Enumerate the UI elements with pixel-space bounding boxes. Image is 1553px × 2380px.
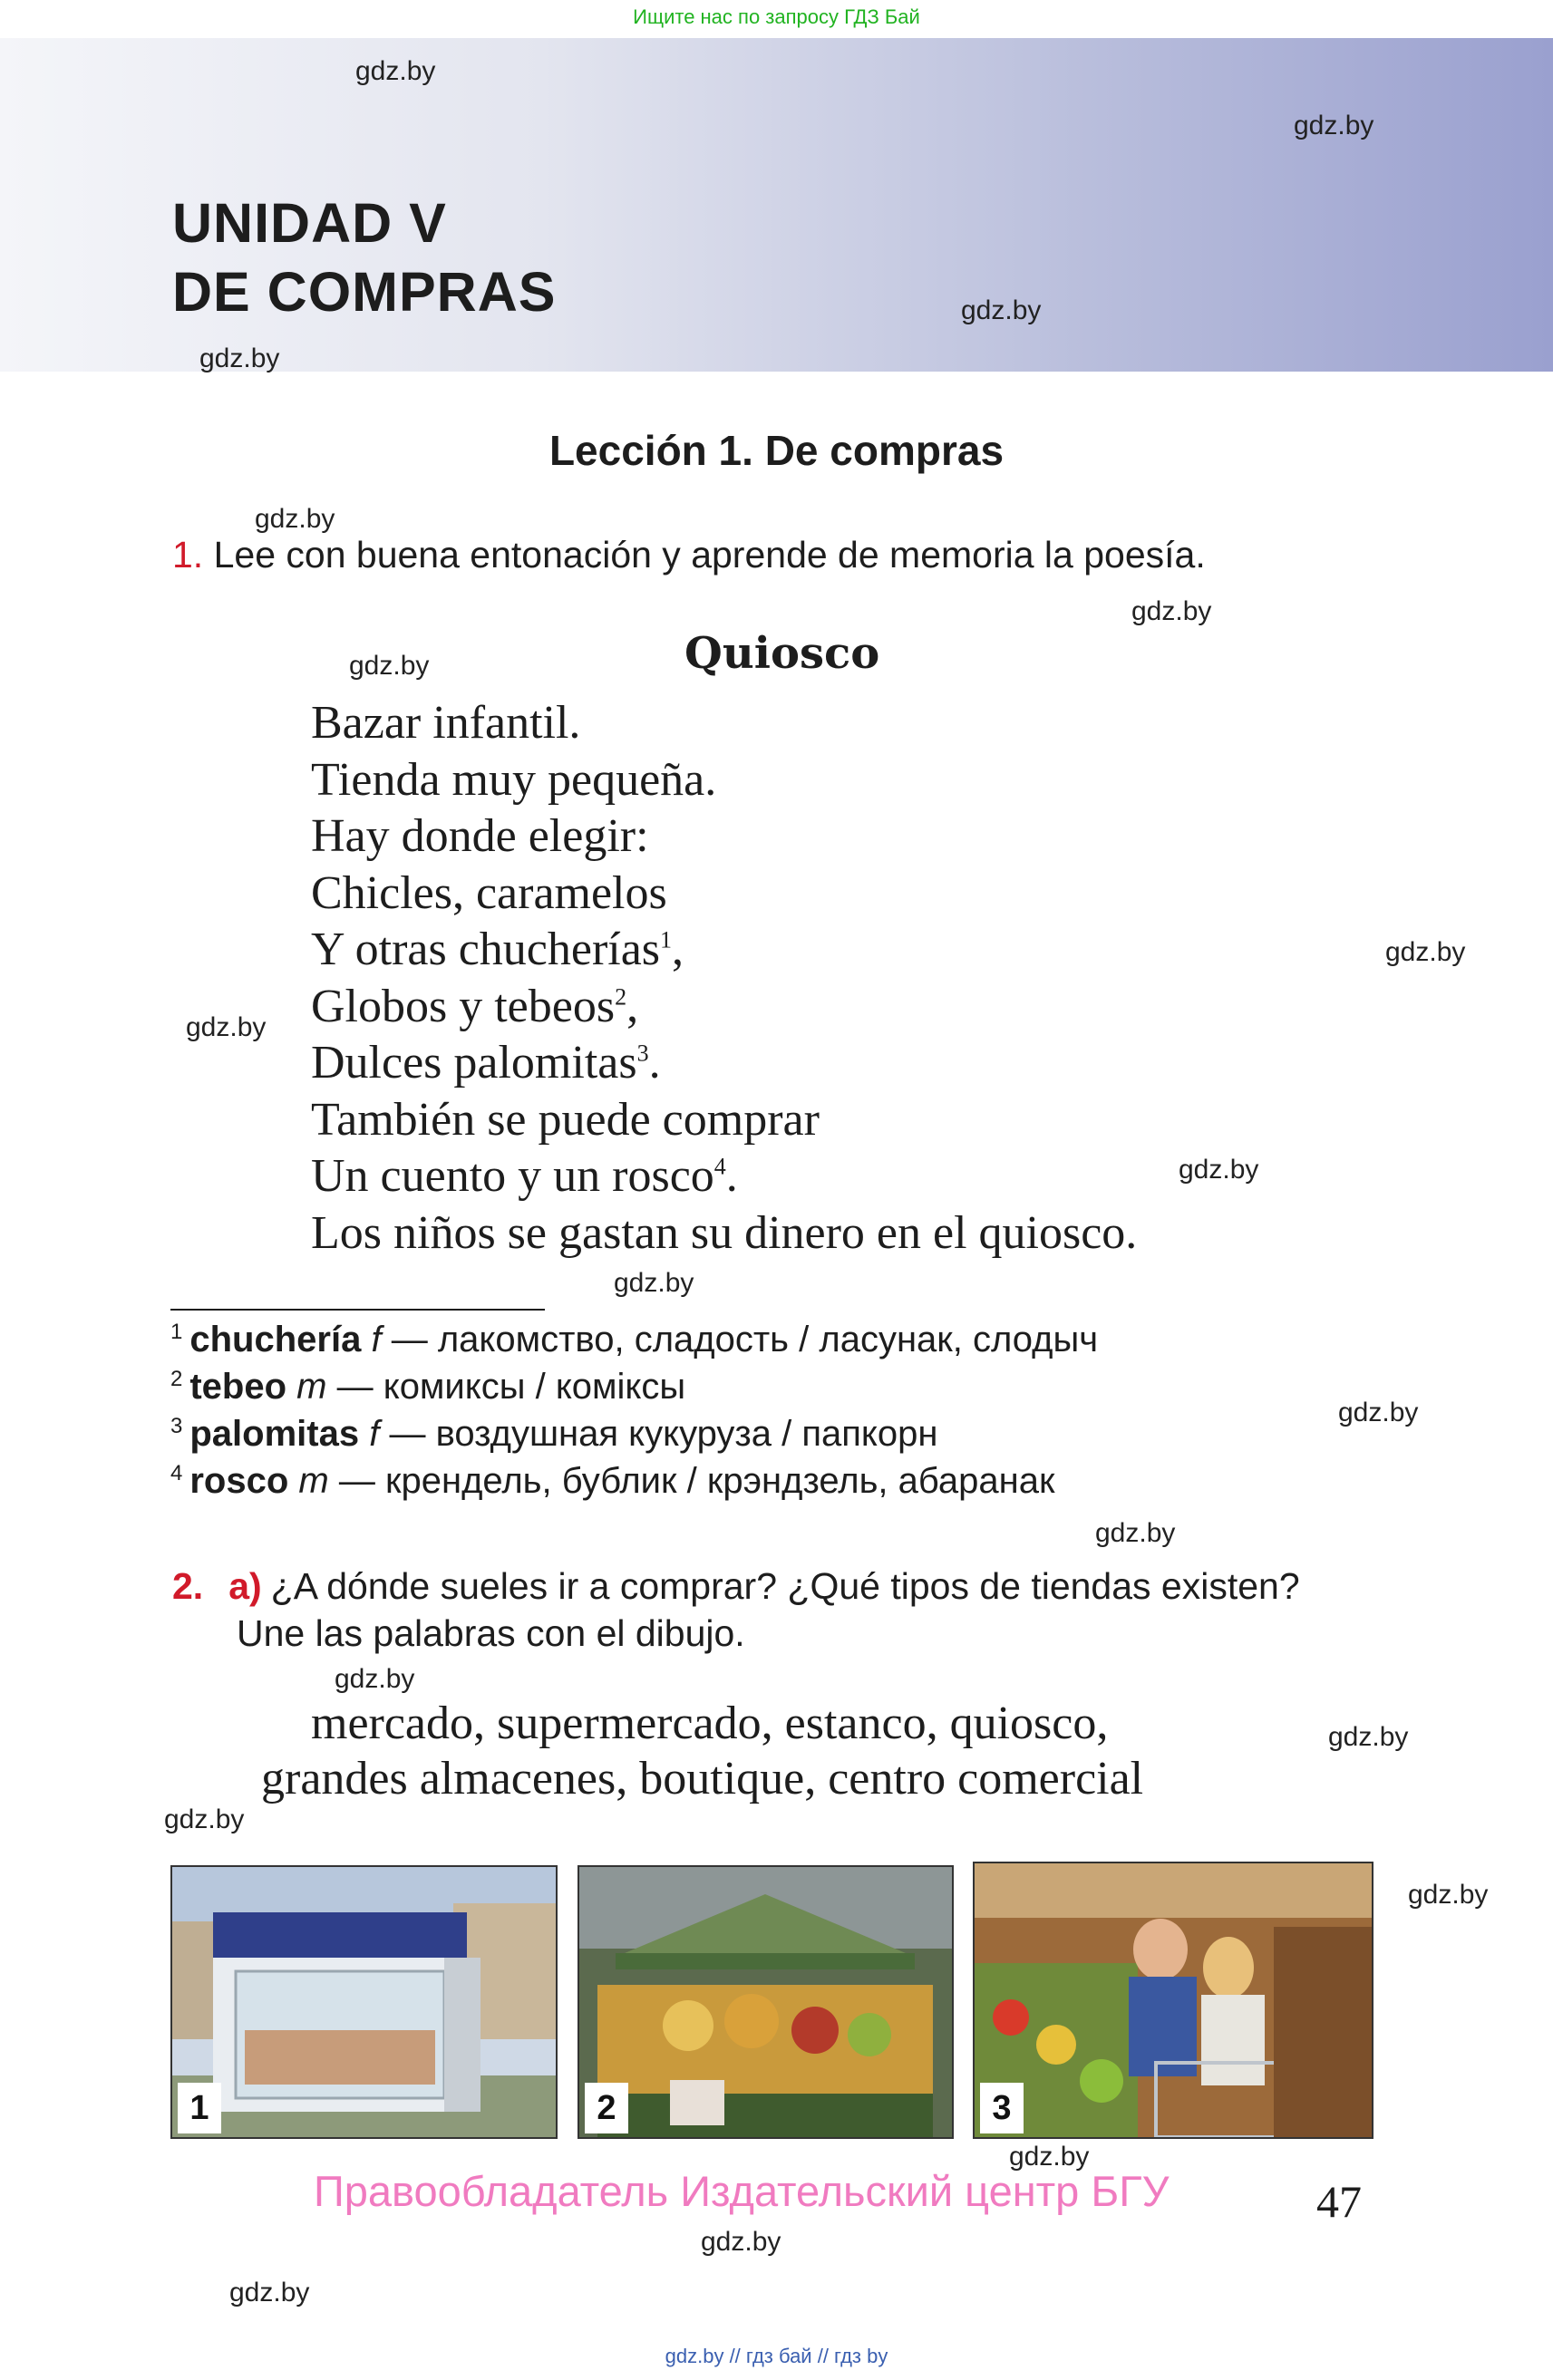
exercise-1 (172, 534, 1206, 576)
watermark: gdz.by (1131, 596, 1212, 626)
watermark: gdz.by (1338, 1398, 1419, 1427)
exercise-question: ¿A dónde sueles ir a comprar? ¿Qué tipos de tiendas existen? (270, 1565, 1300, 1607)
poem-line: Chicles, caramelos (311, 866, 667, 919)
watermark: gdz.by (229, 2278, 310, 2307)
watermark: gdz.by (349, 651, 430, 681)
watermark: gdz.by (186, 1012, 267, 1042)
copyright-notice: Правообладатель Издательский центр БГУ (314, 2167, 1170, 2215)
watermark: gdz.by (961, 295, 1042, 325)
unit-name: DE COMPRAS (172, 261, 557, 323)
page-number: 47 (1316, 2176, 1362, 2227)
watermark: gdz.by (701, 2227, 781, 2257)
unit-title (172, 189, 556, 326)
photo-kiosk[interactable] (170, 1865, 558, 2139)
watermark: gdz.by (1095, 1518, 1176, 1548)
exercise-number: 2. (172, 1565, 204, 1607)
poem-line: Globos y tebeos$^2$, (311, 980, 639, 1032)
market-photo (579, 1867, 952, 2137)
lesson-title: Lección 1. De compras (548, 427, 1005, 474)
footnote: $^2$ tebeo m — комиксы / коміксы (170, 1366, 686, 1407)
photo-market[interactable] (578, 1865, 954, 2139)
watermark: gdz.by (335, 1664, 415, 1694)
footnote: $^4$ rosco m — крендель, бублик / крэндзель, абаранак (170, 1460, 1055, 1501)
footnotes (170, 1316, 1098, 1504)
photo-number: 1 (178, 2083, 221, 2133)
watermark: gdz.by (614, 1268, 694, 1298)
watermark: gdz.by (1294, 111, 1374, 140)
poem-line: Bazar infantil. (311, 697, 581, 749)
footnote-ref[interactable]: 4 (713, 1153, 726, 1180)
footnote-ref[interactable]: 2 (615, 983, 627, 1011)
footnote: $^1$ chuchería f — лакомство, сладость / ласунак, слодыч (170, 1319, 1099, 1359)
photo-supermarket[interactable] (973, 1862, 1373, 2139)
exercise-2 (172, 1562, 1300, 1657)
watermark: gdz.by (1408, 1880, 1489, 1910)
watermark: gdz.by (1009, 2142, 1090, 2172)
watermark: gdz.by (164, 1804, 245, 1834)
kiosk-photo (172, 1867, 556, 2137)
watermark: gdz.by (1179, 1155, 1259, 1185)
watermark: gdz.by (199, 343, 280, 373)
watermark: gdz.by (1328, 1722, 1409, 1752)
photo-number: 2 (585, 2083, 628, 2133)
watermark: gdz.by (355, 56, 436, 86)
bottom-links[interactable]: gdz.by // гдз бай // гдз by (665, 2345, 888, 2367)
footnote-ref[interactable]: 1 (660, 926, 673, 953)
watermark: gdz.by (255, 504, 335, 534)
poem-line: Un cuento y un rosco$^4$. (311, 1150, 738, 1202)
poem-line: También se puede comprar (311, 1093, 820, 1146)
photo-number: 3 (980, 2083, 1024, 2133)
poem-line: Los niños se gastan su dinero en el quiosco. (311, 1206, 1138, 1259)
poem-line: Y otras chucherías$^1$, (311, 924, 684, 975)
exercise-part: a) (228, 1565, 262, 1607)
footnote: $^3$ palomitas f — воздушная кукуруза / папкорн (170, 1413, 938, 1454)
exercise-instruction: Lee con buena entonación y aprende de memoria la poesía. (213, 534, 1206, 576)
poem (311, 695, 1137, 1262)
poem-title: Quiosco (684, 628, 880, 679)
watermark: gdz.by (1385, 937, 1466, 967)
footnote-ref[interactable]: 3 (636, 1040, 649, 1067)
poem-line: Tienda muy pequeña. (311, 753, 717, 806)
footnote-divider (170, 1309, 545, 1311)
exercise-number: 1. (172, 534, 204, 576)
poem-line: Hay donde elegir: (311, 810, 649, 862)
poem-line: Dulces palomitas$^3$. (311, 1037, 661, 1088)
vocabulary-line-2: grandes almacenes, boutique, centro comercial (261, 1753, 1144, 1804)
top-notice[interactable]: Ищите нас по запросу ГДЗ Бай (633, 5, 920, 28)
exercise-instruction: Une las palabras con el dibujo. (237, 1612, 745, 1654)
unit-number: UNIDAD V (172, 192, 447, 254)
supermarket-photo (975, 1863, 1372, 2137)
vocabulary-line-1: mercado, supermercado, estanco, quiosco, (311, 1698, 1109, 1749)
